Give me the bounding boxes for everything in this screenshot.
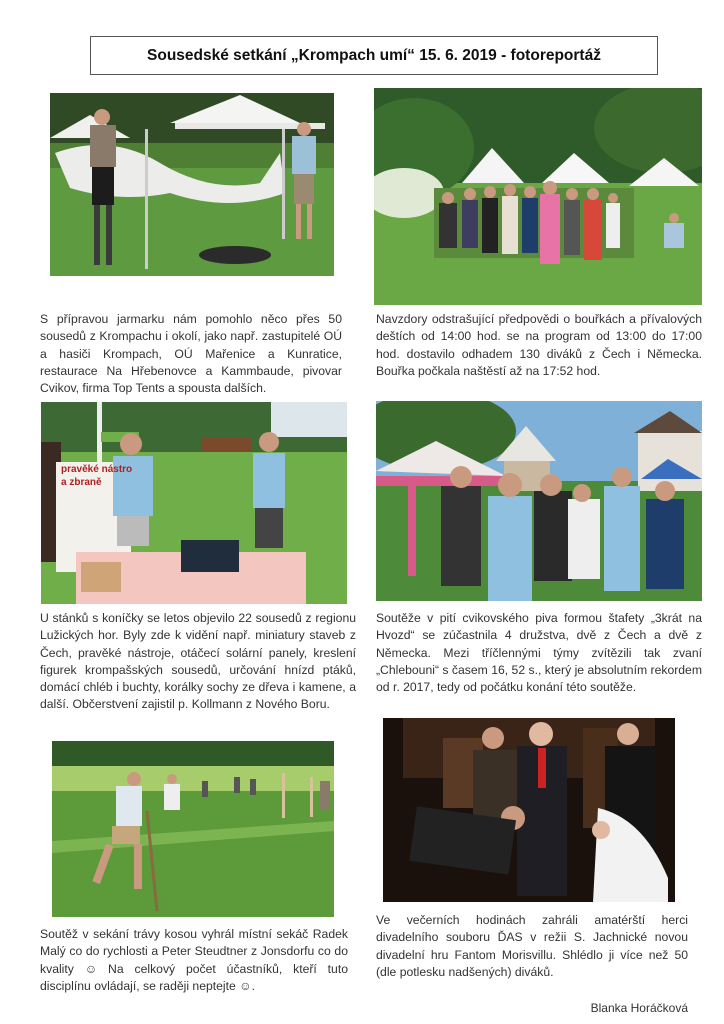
photo-hobby-stands (41, 402, 347, 604)
photo-theater (383, 718, 675, 902)
sign-text-2: a zbraně (61, 477, 102, 488)
caption-beer-relay: Soutěže v pití cvikovského piva formou štafety „3krát na Hvozd“ se zúčastnila 4 družstva, dvě z Čech a dvě z Německa. Mezi tříčlennými týmy zvítězili tak zvaní „Chlebouni“ s časem 16, 52 s., který je absolutním rekordem od r. 2017, tedy od počátku konání této soutěže. (376, 611, 702, 695)
sign-text-1: pravěké nástro (61, 464, 133, 475)
photo-crowd (374, 88, 702, 305)
photo-beer-relay (376, 401, 702, 601)
caption-preparation: S přípravou jarmarku nám pomohlo něco přes 50 sousedů z Krompachu i okolí, jako např. zastupitelé OÚ a hasiči Krompach, OÚ Mařenice a Kunratice, restaurace Na Hřebenovce a Kammbaude, pivovar Cvikov, firma Top Tents a spousta dalších. (40, 312, 342, 396)
caption-visitors: Navzdory odstrašující předpovědi o bouřkách a přívalových deštích od 14:00 hod. se na program od 13:00 do 17:00 hod. dostavilo odhadem 130 diváků z Čech i Německa. Bouřka počkala naštěstí až na 17:52 hod. (376, 312, 702, 378)
photo-tent-setup (50, 93, 334, 276)
page-title: Sousedské setkání „Krompach umí“ 15. 6. 2019 - fotoreportáž (90, 36, 658, 75)
caption-scythe-contest: Soutěž v sekání trávy kosou vyhrál místní sekáč Radek Malý co do rychlosti a Peter Steudtner z Jonsdorfu co do kvality ☺ Na celkový počet účastníků, kteří tuto disciplínu ovládají, se raději neptejte ☺. (40, 927, 348, 993)
author-signature: Blanka Horáčková (590, 1001, 688, 1015)
caption-theater: Ve večerních hodinách zahráli amatérští herci divadelního souboru ĎAS v režii S. Jachnické novou divadelní hru Fantom Morisvillu. Shlédlo ji více než 50 (dle potlesku nadšených) diváků. (376, 913, 688, 979)
photo-scythe-mowing (52, 741, 334, 917)
caption-hobbies: U stánků s koníčky se letos objevilo 22 sousedů z regionu Lužických hor. Byly zde k vidění např. miniatury staveb z Čech, pravěké nástroje, otáčecí solární panely, kreslení figurek krompašských sousedů, určování hnízd ptáků, domácí chléb i buchty, korálky sochy ze dřeva i kamene, a další. Občerstvení zajistil p. Kollmann z Nového Boru. (40, 611, 356, 712)
